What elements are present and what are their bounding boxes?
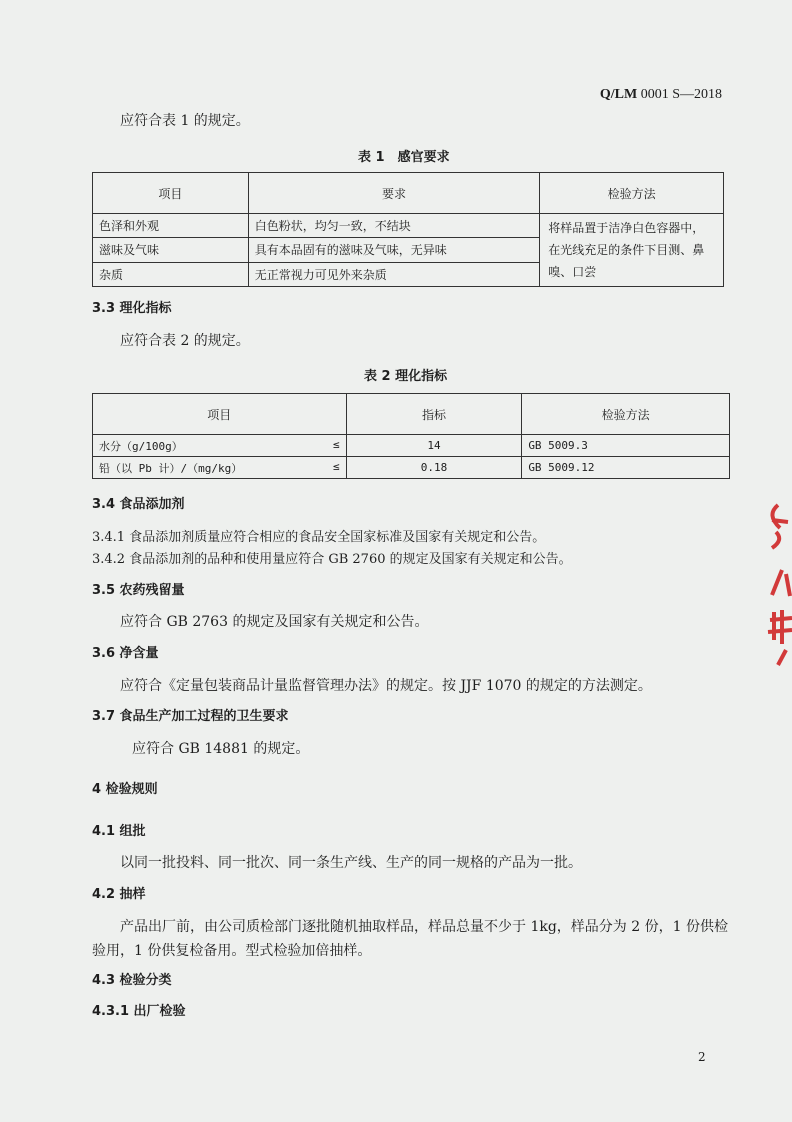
header-cell: 检验方法 xyxy=(540,173,724,214)
section-3-4-1: 3.4.1 食品添加剂质量应符合相应的食品安全国家标准及国家有关规定和公告。 xyxy=(92,530,546,545)
table-header-row xyxy=(93,394,730,435)
section-4-heading: 4 检验规则 xyxy=(92,782,158,797)
section-3-7-text: 应符合 GB 14881 的规定。 xyxy=(132,741,310,757)
section-3-5-text: 应符合 GB 2763 的规定及国家有关规定和公告。 xyxy=(120,614,429,630)
section-4-1-heading: 4.1 组批 xyxy=(92,824,146,839)
section-4-3-1-heading: 4.3.1 出厂检验 xyxy=(92,1004,186,1019)
header-cell: 检验方法 xyxy=(522,394,730,435)
standard-code: Q/LM 0001 S—2018 xyxy=(599,87,722,102)
section-3-3-text: 应符合表 2 的规定。 xyxy=(120,333,250,349)
section-3-7-heading: 3.7 食品生产加工过程的卫生要求 xyxy=(92,709,289,724)
item-cell: 水分（g/100g） ≤ xyxy=(93,435,347,457)
requirement-cell: 白色粉状，均匀一致，不结块 xyxy=(248,214,540,238)
method-cell: GB 5009.12 xyxy=(522,457,730,479)
page-number: 2 xyxy=(698,1050,706,1064)
table-row xyxy=(93,457,730,479)
item-cell: 滋味及气味 xyxy=(93,238,249,262)
physchem-table xyxy=(92,393,730,479)
item-cell: 色泽和外观 xyxy=(93,214,249,238)
section-3-3-heading: 3.3 理化指标 xyxy=(92,301,172,316)
table1-caption: 表 1 感官要求 xyxy=(358,150,450,165)
table-row xyxy=(93,435,730,457)
method-cell: GB 5009.3 xyxy=(522,435,730,457)
table-row xyxy=(93,214,724,238)
header-cell: 要求 xyxy=(248,173,540,214)
section-4-3-heading: 4.3 检验分类 xyxy=(92,973,172,988)
method-cell: 将样品置于洁净白色容器中，在光线充足的条件下目测、鼻嗅、口尝 xyxy=(540,214,724,287)
sensory-table xyxy=(92,172,724,287)
intro-text: 应符合表 1 的规定。 xyxy=(120,113,250,129)
header-cell: 指标 xyxy=(346,394,522,435)
header-cell: 项目 xyxy=(93,173,249,214)
operator: ≤ xyxy=(332,459,340,473)
section-3-6-text: 应符合《定量包装商品计量监督管理办法》的规定。按 JJF 1070 的规定的方法测定。 xyxy=(120,678,652,694)
section-3-6-heading: 3.6 净含量 xyxy=(92,646,159,661)
item-cell: 杂质 xyxy=(93,262,249,286)
operator: ≤ xyxy=(332,437,340,451)
header-cell: 项目 xyxy=(93,394,347,435)
requirement-cell: 具有本品固有的滋味及气味，无异味 xyxy=(248,238,540,262)
section-3-4-heading: 3.4 食品添加剂 xyxy=(92,497,185,512)
table2-caption: 表 2 理化指标 xyxy=(364,369,448,384)
requirement-cell: 无正常视力可见外来杂质 xyxy=(248,262,540,286)
red-seal-stamp xyxy=(758,500,792,670)
value-cell: 0.18 xyxy=(346,457,522,479)
section-4-2-heading: 4.2 抽样 xyxy=(92,887,146,902)
section-4-1-text: 以同一批投料、同一批次、同一条生产线、生产的同一规格的产品为一批。 xyxy=(120,855,582,871)
item-cell: 铅（以 Pb 计）/（mg/kg） ≤ xyxy=(93,457,347,479)
section-4-2-line1: 产品出厂前，由公司质检部门逐批随机抽取样品，样品总量不少于 1kg，样品分为 2 份，1 份供检 xyxy=(120,919,728,935)
section-4-2-line2: 验用，1 份供复检备用。型式检验加倍抽样。 xyxy=(92,943,372,959)
table-header-row xyxy=(93,173,724,214)
section-3-4-2: 3.4.2 食品添加剂的品种和使用量应符合 GB 2760 的规定及国家有关规定和公告。 xyxy=(92,552,572,567)
value-cell: 14 xyxy=(346,435,522,457)
section-3-5-heading: 3.5 农药残留量 xyxy=(92,583,185,598)
